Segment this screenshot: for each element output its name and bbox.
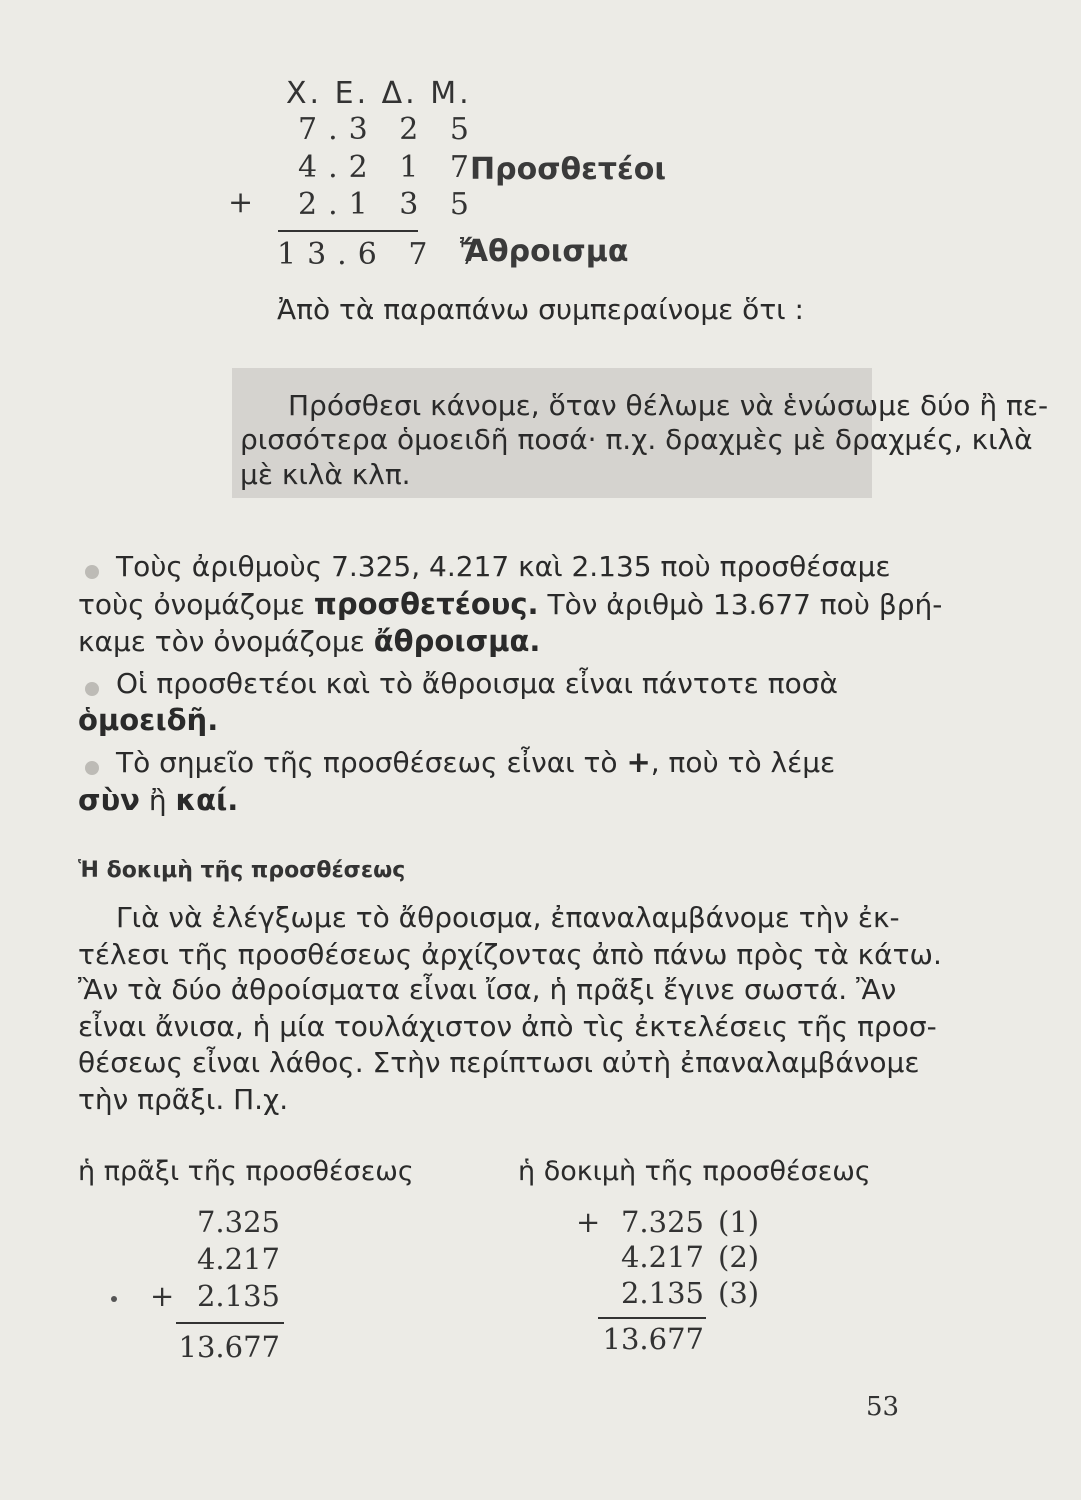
addend-row-2: 4.2 1 7: [298, 150, 480, 185]
right-total: 13.677: [602, 1322, 704, 1356]
left-example-title: ἡ πρᾶξι τῆς προσθέσεως: [78, 1156, 414, 1187]
right-row-3: 2.135: [620, 1276, 704, 1310]
place-value-header: Χ. Ε. Δ. Μ.: [286, 76, 472, 111]
section-heading: Ἡ δοκιμὴ τῆς προσθέσεως: [78, 858, 406, 883]
right-tag-1: (1): [718, 1205, 760, 1239]
bullet-3-line-2: [78, 780, 238, 821]
term-sum: ἄθροισμα.: [373, 624, 541, 658]
right-example-title: ἡ δοκιμὴ τῆς προσθέσεως: [518, 1156, 871, 1187]
callout-line-3: μὲ κιλὰ κλπ.: [240, 458, 411, 491]
left-row-2: 4.217: [196, 1242, 280, 1276]
bullet-dot-1: [85, 565, 99, 579]
term-kai: καί.: [175, 783, 239, 817]
section-line-6: τὴν πρᾶξι. Π.χ.: [78, 1083, 289, 1116]
term-syn: σὺν: [78, 783, 140, 817]
conclusion-intro: Ἀπὸ τὰ παραπάνω συμπεραίνομε ὅτι :: [277, 293, 804, 326]
bullet-1-line-2-pre: τοὺς ὀνομάζομε: [78, 588, 314, 621]
right-row-1: 7.325: [620, 1205, 704, 1239]
addend-row-3: 2.1 3 5: [298, 187, 480, 222]
sum-line: [278, 230, 418, 232]
bullet-1-line-2-post: Τὸν ἀριθμὸ 13.677 ποὺ βρή-: [538, 588, 943, 621]
bullet-3-line-1: [116, 742, 835, 783]
bullet-3-line-2-mid: ἢ: [139, 784, 176, 817]
section-line-2: τέλεσι τῆς προσθέσεως ἀρχίζοντας ἀπὸ πάνω πρὸς τὰ κάτω.: [78, 938, 942, 971]
addends-label: Προσθετέοι: [470, 152, 667, 187]
bullet-dot-3: [85, 761, 99, 775]
bullet-1-line-3: [78, 621, 540, 662]
term-homogeneous: ὁμοειδῆ.: [78, 703, 219, 737]
left-row-1: 7.325: [196, 1205, 280, 1239]
section-line-4: εἶναι ἄνισα, ἡ μία τουλάχιστον ἀπὸ τὶς ἐκτελέσεις τῆς προσ-: [78, 1010, 937, 1043]
right-tag-2: (2): [718, 1240, 760, 1274]
right-tag-3: (3): [718, 1276, 760, 1310]
addend-row-1: 7.3 2 5: [298, 112, 480, 147]
sum-row: 13.6 7 7: [277, 237, 490, 272]
right-row-2: 4.217: [620, 1240, 704, 1274]
stray-dot: [111, 1296, 117, 1302]
callout-line-2: ρισσότερα ὁμοειδῆ ποσά· π.χ. δραχμὲς μὲ δραχμές, κιλὰ: [240, 423, 1033, 456]
callout-line-1: Πρόσθεσι κάνομε, ὅταν θέλωμε νὰ ἑνώσωμε δύο ἢ πε-: [288, 389, 1049, 422]
bullet-1-line-1: Τοὺς ἀριθμοὺς 7.325, 4.217 καὶ 2.135 ποὺ προσθέσαμε: [116, 550, 891, 583]
left-sum-line: [176, 1322, 284, 1324]
section-line-5: θέσεως εἶναι λάθος. Στὴν περίπτωσι αὐτὴ ἐπαναλαμβάνομε: [78, 1046, 920, 1079]
bullet-3-line-1-post: , ποὺ τὸ λέμε: [650, 746, 836, 779]
left-total: 13.677: [178, 1330, 280, 1364]
bullet-1-line-3-pre: καμε τὸν ὀνομάζομε: [78, 625, 374, 658]
right-sum-line: [598, 1317, 706, 1319]
section-line-3: Ἂν τὰ δύο ἀθροίσματα εἶναι ἴσα, ἡ πρᾶξι ἔγινε σωστά. Ἂν: [78, 973, 897, 1006]
section-line-1: Γιὰ νὰ ἐλέγξωμε τὸ ἄθροισμα, ἐπαναλαμβάνομε τὴν ἐκ-: [116, 901, 900, 934]
bullet-2-line-1: Οἱ προσθετέοι καὶ τὸ ἄθροισμα εἶναι πάντοτε ποσὰ: [116, 667, 838, 700]
bullet-1-line-2: [78, 584, 942, 625]
bullet-2-line-2: [78, 700, 218, 741]
plus-sign: +: [228, 185, 254, 220]
right-plus-sign: +: [576, 1205, 601, 1239]
plus-symbol: +: [626, 745, 651, 779]
sum-label: Ἄθροισμα: [460, 234, 629, 269]
bullet-3-line-1-pre: Τὸ σημεῖο τῆς προσθέσεως εἶναι τὸ: [116, 746, 627, 779]
left-row-3: 2.135: [196, 1279, 280, 1313]
term-addends: προσθετέους.: [313, 587, 539, 621]
bullet-dot-2: [85, 682, 99, 696]
page-number: 53: [866, 1392, 900, 1422]
left-plus-sign: +: [150, 1279, 175, 1313]
